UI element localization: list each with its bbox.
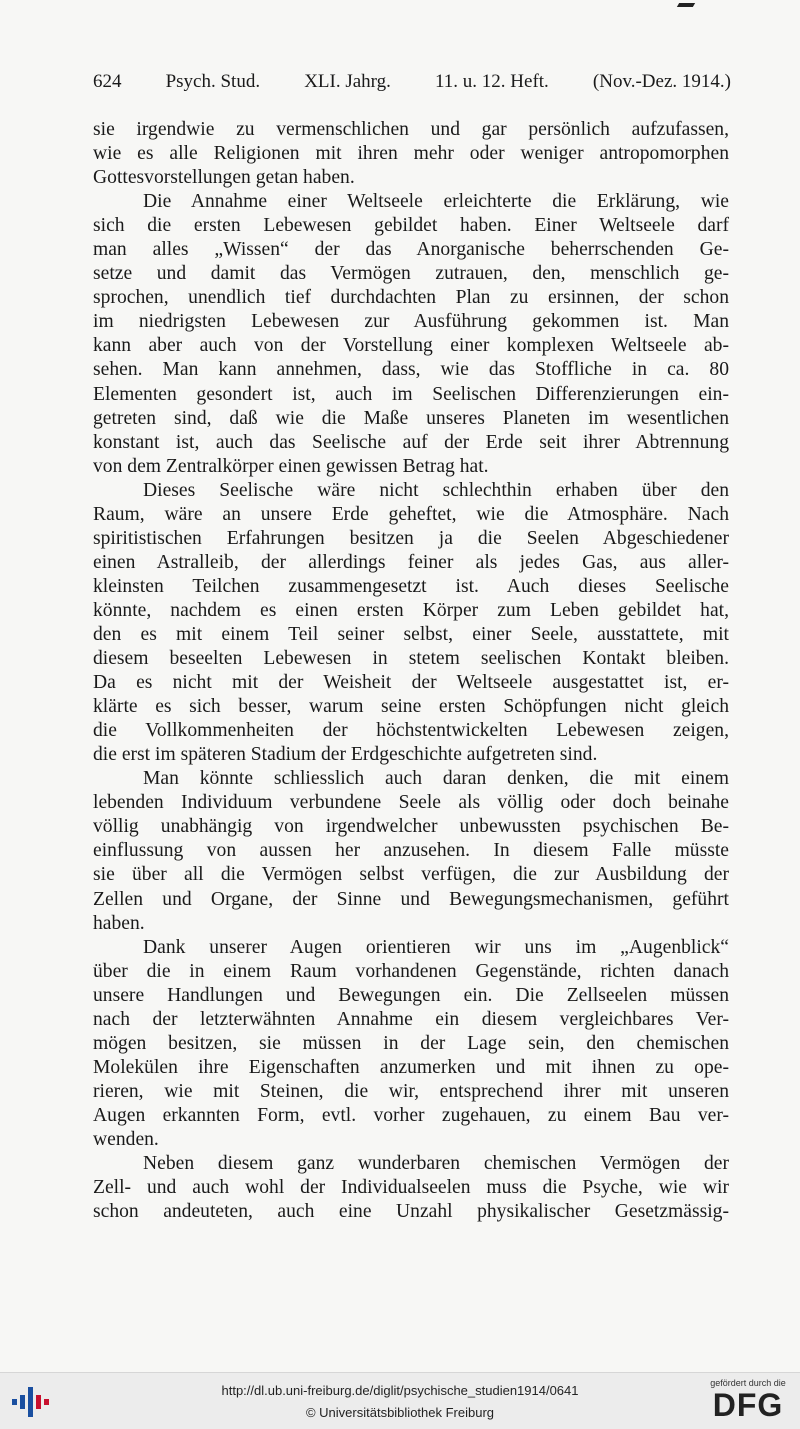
text-line: getreten sind, daß wie die Maße unseres Planeten im wesentlichen bbox=[93, 407, 729, 429]
text-line: Da es nicht mit der Weisheit der Weltseele ausgestattet ist, er- bbox=[93, 672, 729, 694]
running-header bbox=[93, 71, 731, 93]
text-line: Die Annahme einer Weltseele erleichterte die Erklärung, wie bbox=[143, 191, 729, 213]
text-line: klärte es sich besser, warum seine ersten Schöpfungen nicht gleich bbox=[93, 696, 729, 718]
text-line: könnte, nachdem es einen ersten Körper zum Leben gebildet hat, bbox=[93, 599, 729, 621]
text-line: Molekülen ihre Eigenschaften anzumerken und mit ihnen zu ope- bbox=[93, 1056, 729, 1078]
page-mark bbox=[677, 3, 695, 7]
text-line: wenden. bbox=[93, 1128, 159, 1150]
text-line: von dem Zentralkörper einen gewissen Betrag hat. bbox=[93, 455, 489, 477]
viewer-footer bbox=[0, 1372, 800, 1429]
text-line: einen Astralleib, der allerdings feiner als jedes Gas, aus aller- bbox=[93, 551, 729, 573]
text-line: im niedrigsten Lebewesen zur Ausführung gekommen ist. Man bbox=[93, 311, 729, 333]
text-line: einflussung von aussen her anzusehen. In diesem Falle müsste bbox=[93, 840, 729, 862]
volume: XLI. Jahrg. bbox=[304, 71, 391, 92]
text-line: kann aber auch von der Vorstellung einer komplexen Weltseele ab- bbox=[93, 335, 729, 357]
dfg-funding-block bbox=[702, 1378, 794, 1426]
text-line: nach der letzterwähnten Annahme ein diesem vergleichbares Ver- bbox=[93, 1008, 729, 1030]
issue: 11. u. 12. Heft. bbox=[435, 71, 549, 92]
text-line: man alles „Wissen“ der das Anorganische beherrschenden Ge- bbox=[93, 239, 729, 261]
text-line: rieren, wie mit Steinen, die wir, entsprechend ihrer mit unseren bbox=[93, 1080, 729, 1102]
page-number: 624 bbox=[93, 71, 122, 92]
text-line: unsere Handlungen und Bewegungen ein. Die Zellseelen müssen bbox=[93, 984, 729, 1006]
dfg-logo: DFG bbox=[712, 1387, 784, 1423]
text-line: über die in einem Raum vorhandenen Gegenstände, richten danach bbox=[93, 960, 729, 982]
text-line: die Vollkommenheiten der höchstentwickelten Lebewesen zeigen, bbox=[93, 720, 729, 742]
text-line: Elementen gesondert ist, auch im Seelischen Differenzierungen ein- bbox=[93, 383, 729, 405]
text-line: haben. bbox=[93, 912, 145, 934]
text-line: wie es alle Religionen mit ihren mehr oder weniger antropomorphen bbox=[93, 143, 729, 165]
text-line: den es mit einem Teil seiner selbst, einer Seele, ausstattete, mit bbox=[93, 623, 729, 645]
text-line: Dieses Seelische wäre nicht schlechthin erhaben über den bbox=[143, 479, 729, 501]
text-line: sie über all die Vermögen selbst verfügen, die zur Ausbildung der bbox=[93, 864, 729, 886]
body-text bbox=[93, 118, 729, 1224]
text-line: Neben diesem ganz wunderbaren chemischen Vermögen der bbox=[143, 1153, 729, 1175]
text-line: spiritistischen Erfahrungen besitzen ja die Seelen Abgeschiedener bbox=[93, 527, 729, 549]
text-line: diesem beseelten Lebewesen in stetem seelischen Kontakt bleiben. bbox=[93, 648, 729, 670]
text-line: die erst im späteren Stadium der Erdgeschichte aufgetreten sind. bbox=[93, 744, 598, 766]
copyright-notice: © Universitätsbibliothek Freiburg bbox=[305, 1405, 495, 1420]
text-line: sprochen, unendlich tief durchdachten Plan zu ersinnen, der schon bbox=[93, 287, 729, 309]
journal-title: Psych. Stud. bbox=[165, 71, 261, 92]
text-line: völlig unabhängig von irgendwelcher unbewussten psychischen Be- bbox=[93, 816, 729, 838]
text-line: Augen erkannten Form, evtl. vorher zugehauen, zu einem Bau ver- bbox=[93, 1104, 729, 1126]
text-line: Zellen und Organe, der Sinne und Bewegungsmechanismen, geführt bbox=[93, 888, 729, 910]
text-line: lebenden Individuum verbundene Seele als völlig oder doch beinahe bbox=[93, 792, 729, 814]
text-line: sehen. Man kann annehmen, dass, wie das Stoffliche in ca. 80 bbox=[93, 359, 729, 381]
text-line: Raum, wäre an unsere Erde geheftet, wie die Atmosphäre. Nach bbox=[93, 503, 729, 525]
text-line: sie irgendwie zu vermenschlichen und gar persönlich aufzufassen, bbox=[93, 119, 729, 140]
issue-date: (Nov.-Dez. 1914.) bbox=[592, 71, 731, 92]
text-line: konstant ist, auch das Seelische auf der Erde seit ihrer Abtrennung bbox=[93, 431, 729, 453]
text-line: sich die ersten Lebewesen gebildet haben. Einer Weltseele darf bbox=[93, 215, 729, 237]
funding-caption: gefördert durch die bbox=[710, 1378, 786, 1388]
text-line: setze und damit das Vermögen zutrauen, den, menschlich ge- bbox=[93, 263, 729, 285]
text-line: Man könnte schliesslich auch daran denken, die mit einem bbox=[143, 768, 729, 790]
text-line: Zell- und auch wohl der Individualseelen muss die Psyche, wie wir bbox=[93, 1177, 729, 1199]
text-line: schon andeuteten, auch eine Unzahl physikalischer Gesetzmässig- bbox=[93, 1201, 729, 1223]
text-line: Gottesvorstellungen getan haben. bbox=[93, 167, 355, 189]
source-url[interactable]: http://dl.ub.uni-freiburg.de/diglit/psychische_studien1914/0641 bbox=[221, 1383, 579, 1398]
text-line: mögen besitzen, sie müssen in der Lage sein, den chemischen bbox=[93, 1032, 729, 1054]
text-line: kleinsten Teilchen zusammengesetzt ist. Auch dieses Seelische bbox=[93, 575, 729, 597]
text-line: Dank unserer Augen orientieren wir uns im „Augenblick“ bbox=[143, 936, 729, 958]
